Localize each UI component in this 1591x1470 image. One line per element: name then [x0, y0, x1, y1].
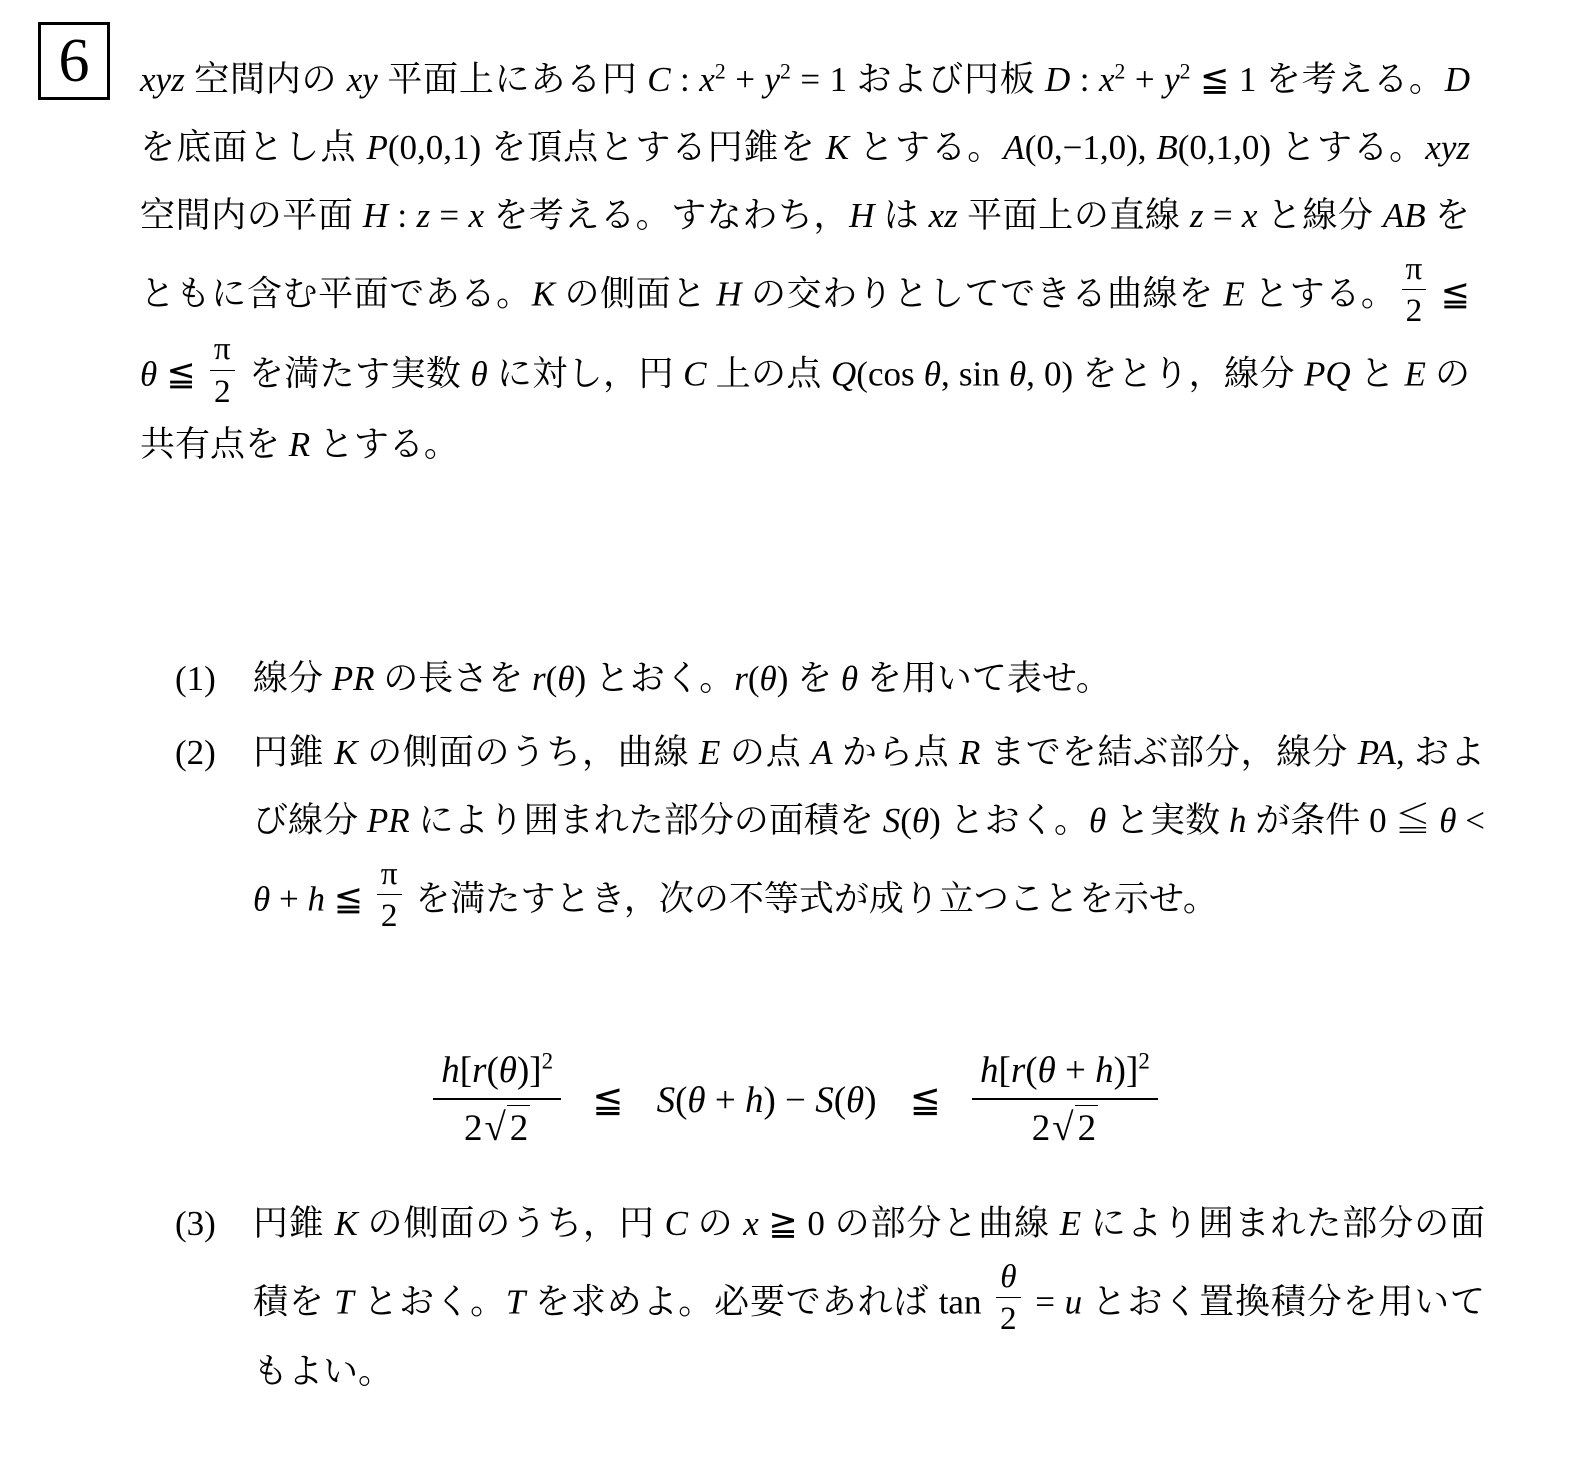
item-body: 円錐 K の側面のうち，曲線 E の点 A から点 R までを結ぶ部分，線分 PA, および線分 PR により囲まれた部分の面積を S(θ) とおく。θ と実数 h が条件 0 ≦ θ < θ + h ≦ $\frac{\pi}{2}$ を満たすとき，次の不等式が成り立つことを示せ。 — [253, 733, 1485, 935]
problem-items — [175, 645, 1485, 941]
item-body: 円錐 K の側面のうち，円 C の x ≧ 0 の部分と曲線 E により囲まれた部分の面積を T とおく。T を求めよ。必要であれば tan $\frac{\theta}{2}$ = u とおく置換積分を用いてもよい。 — [253, 1204, 1485, 1392]
item-marker: (1) — [175, 659, 216, 698]
equation-middle: S(θ + h) − S(θ) — [656, 1079, 877, 1121]
problem-items-continued — [175, 1190, 1485, 1412]
item-marker: (3) — [175, 1204, 216, 1243]
list-item — [175, 719, 1485, 935]
equation-relation-1: ≦ — [592, 1080, 624, 1122]
problem-number-box — [38, 22, 110, 100]
display-equation — [0, 1048, 1591, 1153]
item-marker: (2) — [175, 733, 216, 772]
equation-right-side: $\frac{h[r(\theta + h)]^2}{2√ 2}$ — [972, 1048, 1158, 1153]
equation-relation-2: ≦ — [909, 1080, 941, 1122]
item-body: 線分 PR の長さを r(θ) とおく。r(θ) を θ を用いて表せ。 — [253, 659, 1111, 698]
equation-left-side: $\frac{h[r(\theta)]^2}{2√ 2}$ — [433, 1048, 561, 1153]
list-item — [175, 645, 1485, 713]
list-item — [175, 1190, 1485, 1406]
problem-statement: xyz 空間内の xy 平面上にある円 C : $x^2 + y^2 = 1$ および円板 D : $x^2 + y^2$ ≦ 1 を考える。D を底面とし点 P(0,0,1) を頂点とする円錐を K とする。A(0,−1,0), B(0,1,0) とする。xyz 空間内の平面 H : z = x を考える。すなわち，H は xz 平面上の直線 z = x と線分 AB をともに含む平面である。K の側面と H の交わりとしてできる曲線を E とする。 $\frac{\pi}{2}$ ≦ θ ≦ $\frac{\pi}{2}$ を満たす実数 θ に対し，円 C 上の点 Q(cos θ, sin θ, 0) をとり，線分 PQ と E の共有点を R とする。 — [140, 59, 1470, 464]
problem-number: 6 — [58, 27, 90, 95]
